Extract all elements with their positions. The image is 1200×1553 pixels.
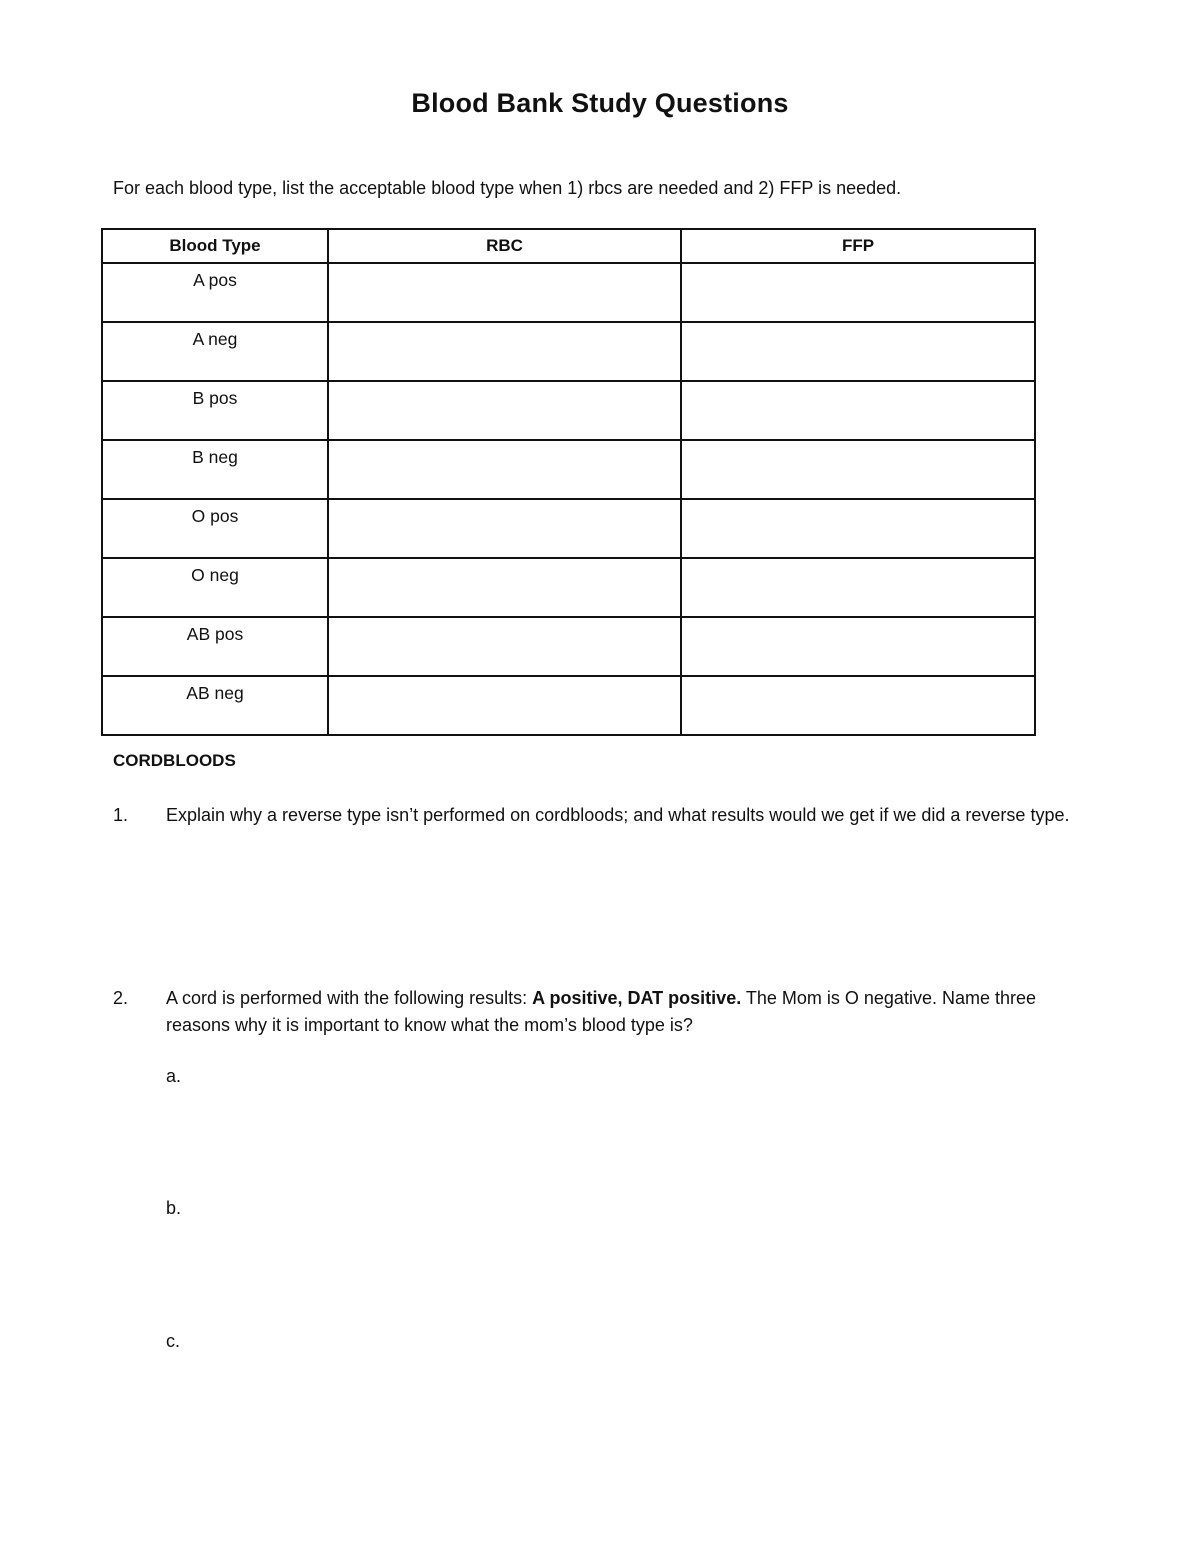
rbc-answer-cell[interactable] (328, 676, 681, 735)
table-row (102, 263, 1035, 322)
rbc-answer-cell[interactable] (328, 322, 681, 381)
blood-type-cell: AB pos (102, 617, 328, 676)
ffp-answer-cell[interactable] (681, 263, 1035, 322)
blood-type-cell: B pos (102, 381, 328, 440)
table-row (102, 322, 1035, 381)
question-text-rest: The Mom is O negative. Name three reasons why it is important to know what the mom’s blood type is? (166, 988, 1036, 1035)
rbc-answer-cell[interactable] (328, 263, 681, 322)
question-number: 1. (113, 805, 129, 825)
header-rbc: RBC (328, 229, 681, 263)
instructions-text: For each blood type, list the acceptable blood type when 1) rbcs are needed and 2) FFP is needed. (113, 178, 902, 198)
ffp-answer-cell[interactable] (681, 558, 1035, 617)
ffp-answer-cell[interactable] (681, 440, 1035, 499)
question-number: 2. (113, 988, 129, 1008)
ffp-answer-cell[interactable] (681, 617, 1035, 676)
ffp-answer-cell[interactable] (681, 676, 1035, 735)
rbc-answer-cell[interactable] (328, 440, 681, 499)
blood-type-cell: O neg (102, 558, 328, 617)
answer-item-c: c. (166, 1331, 181, 1351)
question-text-bold-result: A positive, DAT positive. (532, 988, 742, 1008)
table-row (102, 499, 1035, 558)
answer-item-a: a. (166, 1066, 182, 1086)
blood-type-cell: A neg (102, 322, 328, 381)
table-row (102, 558, 1035, 617)
question-text: Explain why a reverse type isn’t performed on cordbloods; and what results would we get if we did a reverse type. (166, 805, 1070, 825)
page-title: Blood Bank Study Questions (411, 88, 789, 118)
ffp-answer-cell[interactable] (681, 499, 1035, 558)
blood-type-cell: A pos (102, 263, 328, 322)
ffp-answer-cell[interactable] (681, 322, 1035, 381)
rbc-answer-cell[interactable] (328, 617, 681, 676)
header-ffp: FFP (681, 229, 1035, 263)
ffp-answer-cell[interactable] (681, 381, 1035, 440)
blood-type-table (101, 228, 1036, 736)
table-row (102, 676, 1035, 735)
table-row (102, 617, 1035, 676)
table-row (102, 381, 1035, 440)
answer-item-b: b. (166, 1198, 182, 1218)
rbc-answer-cell[interactable] (328, 381, 681, 440)
rbc-answer-cell[interactable] (328, 499, 681, 558)
section-heading-cordbloods: CORDBLOODS (113, 751, 236, 770)
question-text (166, 985, 1086, 1039)
blood-type-cell: O pos (102, 499, 328, 558)
blood-type-cell: AB neg (102, 676, 328, 735)
table-header-row (102, 229, 1035, 263)
table-row (102, 440, 1035, 499)
question-text-intro: A cord is performed with the following results: (166, 988, 533, 1008)
rbc-answer-cell[interactable] (328, 558, 681, 617)
header-blood-type: Blood Type (102, 229, 328, 263)
blood-type-cell: B neg (102, 440, 328, 499)
